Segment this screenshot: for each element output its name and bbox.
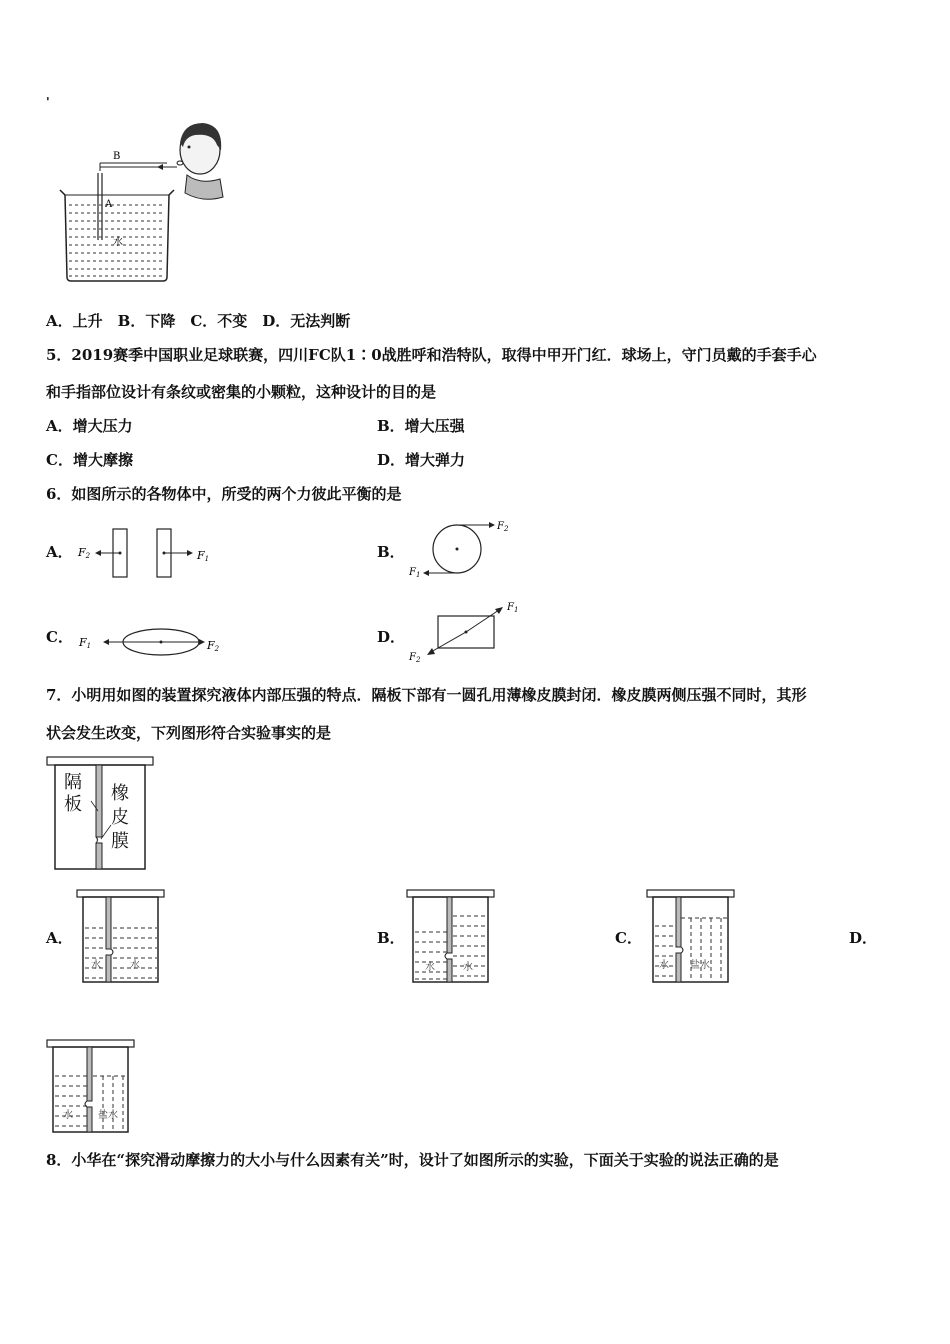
q7-option-c-figure bbox=[645, 888, 740, 986]
q7-stem-line2: 状会发生改变，下列图形符合实验事实的是 bbox=[46, 724, 332, 742]
q5-option-a: A．增大压力 bbox=[46, 417, 133, 435]
q5-option-d: D．增大弹力 bbox=[377, 451, 466, 469]
q6a-f2-label: F2 bbox=[78, 546, 91, 560]
q7c-water-left: 水 bbox=[659, 960, 669, 971]
q6-option-b-letter: B． bbox=[377, 543, 405, 561]
q6b-f1-label: $F_1$ bbox=[409, 567, 421, 579]
q7b-water-right: 水 bbox=[463, 962, 473, 973]
q7c-saltwater-right: 盐水 bbox=[690, 960, 710, 971]
q7-stem-line1: 7．小明用如图的装置探究液体内部压强的特点．隔板下部有一圆孔用薄橡皮膜封闭．橡皮膜两侧压强不同时，其形 bbox=[46, 686, 807, 704]
partition-label-text: 隔板 bbox=[64, 772, 82, 815]
q7-apparatus-figure bbox=[45, 755, 157, 873]
q7b-water-left: 水 bbox=[425, 962, 435, 973]
q6-stem: 6．如图所示的各物体中，所受的两个力彼此平衡的是 bbox=[46, 485, 402, 503]
q7-option-d-letter: D． bbox=[849, 929, 878, 947]
q4-figure bbox=[55, 105, 225, 285]
q6-option-d-figure bbox=[405, 598, 535, 668]
q7-option-d-figure bbox=[45, 1038, 140, 1136]
tube-b-label: B bbox=[113, 151, 121, 162]
q7-option-c-letter: C． bbox=[615, 929, 642, 947]
water-label: 水 bbox=[113, 237, 123, 248]
q6-option-a-figure bbox=[75, 525, 225, 585]
q6c-f1-label: F1 bbox=[79, 636, 92, 650]
q6-option-d-letter: D． bbox=[377, 628, 406, 646]
q6-option-b-figure bbox=[405, 515, 525, 585]
q5-option-c: C．增大摩擦 bbox=[46, 451, 133, 469]
q7a-water-right: 水 bbox=[130, 960, 140, 971]
q6d-f2-label: $F_2$ bbox=[409, 652, 421, 664]
q7-option-b-figure bbox=[405, 888, 500, 986]
stray-mark: ' bbox=[46, 95, 50, 109]
tube-a-label: A bbox=[105, 199, 113, 210]
q6-option-c-figure bbox=[75, 620, 235, 665]
q7a-water-left: 水 bbox=[91, 960, 101, 971]
q7-option-b-letter: B． bbox=[377, 929, 405, 947]
q8-stem: 8．小华在“探究滑动摩擦力的大小与什么因素有关”时，设计了如图所示的实验，下面关于实验的说法正确的是 bbox=[46, 1151, 779, 1169]
q6-option-c-letter: C． bbox=[46, 628, 73, 646]
q6-option-a-letter: A． bbox=[46, 543, 73, 561]
q5-stem-line1: 5．2019赛季中国职业足球联赛，四川FC队1∶0战胜呼和浩特队，取得中甲开门红．球场上，守门员戴的手套手心 bbox=[46, 346, 817, 364]
q6b-f2-label: $F_2$ bbox=[497, 521, 509, 533]
q7-option-a-letter: A． bbox=[46, 929, 73, 947]
q6c-f2-label: F2 bbox=[207, 639, 220, 653]
q6d-f1-label: $F_1$ bbox=[507, 602, 519, 614]
q5-option-b: B．增大压强 bbox=[377, 417, 465, 435]
q7d-saltwater-right: 盐水 bbox=[98, 1110, 118, 1121]
q5-stem-line2: 和手指部位设计有条纹或密集的小颗粒，这种设计的目的是 bbox=[46, 383, 437, 401]
membrane-label-text: 橡皮膜 bbox=[111, 783, 129, 852]
q4-options: A．上升 B．下降 C．不变 D．无法判断 bbox=[46, 312, 351, 330]
q7-option-a-figure bbox=[75, 888, 170, 986]
q6a-f1-label: F1 bbox=[197, 549, 210, 563]
q7d-water-left: 水 bbox=[63, 1110, 73, 1121]
